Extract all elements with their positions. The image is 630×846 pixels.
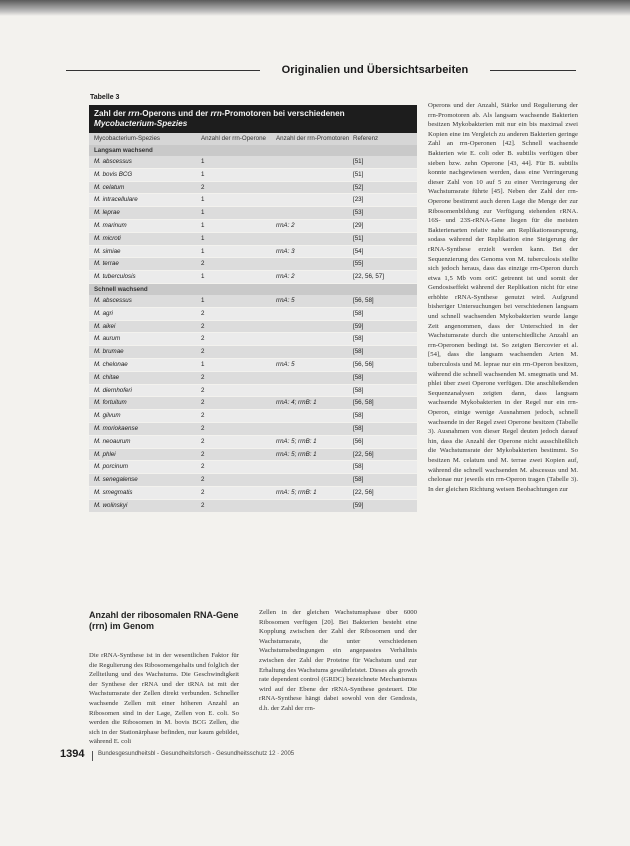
- cell-operons: 1: [201, 209, 205, 217]
- cell-operons: 2: [201, 183, 205, 191]
- cell-operons: 2: [201, 450, 205, 458]
- cell-reference: [56, 58]: [353, 296, 374, 304]
- cell-operons: 2: [201, 488, 205, 496]
- cell-reference: [52]: [353, 183, 364, 191]
- group-fast: Schnell wachsend: [89, 284, 417, 295]
- cell-promoters: [276, 194, 353, 206]
- footer-divider: [92, 751, 93, 761]
- cell-species: M. neoaurum: [94, 437, 131, 445]
- table-row: [89, 385, 417, 398]
- cell-species: M. intracellulare: [94, 196, 138, 204]
- cell-operons: 1: [201, 273, 205, 281]
- cell-species: M. tuberculosis: [94, 273, 136, 281]
- table-row: [89, 295, 417, 308]
- table-row: [89, 359, 417, 372]
- bottom-column-2-text: Zellen in der gleichen Wachstumsphase über 6000 Ribosomen verfügen [20]. Bei Bakterien besteht eine Kopplung zwischen der Zahl der Ribosomen und der Wachstumsrate, die unter verschiedenen Wachstumsbedingungen ein angepasstes Verhältnis zwischen der Zahl der Proteine für Wachstum und zur Erhaltung des Wachstums gewährleistet. Dieses als growth rate dependent control (GRDC) bezeichnete Mechanismus wird auf der Ebene der rRNA-Synthese gesteuert. Die rRNA-Synthese hängt dabei sowohl von der Gendosis, d.h. der Zahl der rrn-: [259, 609, 417, 712]
- cell-operons: 1: [201, 296, 205, 304]
- cell-reference: [29]: [353, 221, 364, 229]
- cell-reference: [58]: [353, 373, 364, 381]
- fast-rows: [89, 295, 417, 513]
- cell-reference: [23]: [353, 196, 364, 204]
- cell-promoters: [276, 182, 353, 194]
- cell-reference: [56, 58]: [353, 399, 374, 407]
- col-operons: Anzahl der rrn-Operone: [201, 135, 267, 142]
- cell-species: M. smegmatis: [94, 488, 133, 496]
- cell-operons: 1: [201, 234, 205, 242]
- cell-reference: [54]: [353, 247, 364, 255]
- cell-species: M. fortuitum: [94, 399, 127, 407]
- cell-promoters: [276, 156, 353, 168]
- table-title-rrn2: rrn: [210, 109, 222, 118]
- cell-promoters: rrnA: 5; rrnB: 1: [276, 488, 317, 496]
- cell-species: M. celatum: [94, 183, 125, 191]
- cell-species: M. terrae: [94, 260, 119, 268]
- cell-species: M. leprae: [94, 209, 120, 217]
- section-title: Originalien und Übersichtsarbeiten: [260, 60, 490, 80]
- table-row: [89, 220, 417, 233]
- table-row: [89, 271, 417, 284]
- section-subheading: Anzahl der ribosomalen RNA-Gene (rrn) im Genom: [89, 610, 239, 631]
- cell-promoters: [276, 346, 353, 358]
- right-column-text: Operons und der Anzahl, Stärke und Regulierung der rrn-Promotoren ab. Als langsam wachsende Bakterien besitzen Mykobakterien mit nur ein bis maximal zwei Kopien eine im Vergleich zu anderen Bakterien geringe Zahl an rrn-Operonen [42]. Schnell wachsende Bakterien wie E. coli oder B. subtilis verfügen über sieben bzw. zehn Operone [43, 44]. Für B. subtilis konnte nachgewiesen werden, dass eine Verringerung dieser Zahl von 10 auf 5 zu einer Verringerung der Wachstumsrate führte [45]. Neben der Zahl der rrn-Operone bestimmt auch deren Lage die Menge der zur Ribosomenbildung zur Verfügung stehenden rRNA. 16S- und 23S-rRNA-Gene liegen für die meisten Bakterienarten relativ nahe am Replikationsursprung, sodass während der Replikation eine Steigerung der rRNA-Synthese erzielt werden kann. Bei der Sequenzierung des Genoms von M. tuberculosis stellte sich jedoch heraus, dass das einzige rrn-Operon durch etwa 1,5 Mb vom oriC getrennt ist und somit der Gendosiseffekt während der Replikation nicht für eine erhöhte rRNA-Synthese genutzt wird. Aufgrund bisheriger Untersuchungen bei verschiedenen langsam und schnell wachsenden Mykobakterien wurde lange Zeit angenommen, dass der Unterschied in der Wachstumsrate durch die unterschiedliche Anzahl an rrn-Operonen bedingt ist. So zeigten Bercovier et al. [54], dass die langsam wachsenden Arten M. tuberculosis und M. leprae nur ein rrn-Operon besitzen, während die schnell wachsenden M. smegmatis und M. phlei über zwei Operone verfügen. Die anschließenden Sequenzanalysen zeigten dann, dass langsam wachsende Mykobakterien in der Regel nur ein rrn-Operon, einige wenige Ausnahmen jedoch, schnell wachsende in der Regel zwei Operone besitzen (Tabelle 3). Ausnahmen von dieser Regel deuten jedoch darauf hin, dass die Anzahl der Operone nicht ausschließlich die Wachstumsrate der Mykobakterien bestimmt. So besitzen M. celatum und M. terrae zwei Kopien auf, während die schnell wachsenden M. abscessus und M. chelonae nur jeweils ein rrn-Operon tragen (Tabelle 3). In der gleichen Richtung weisen Beobachtungen zur: [428, 102, 578, 493]
- cell-promoters: [276, 410, 353, 422]
- cell-species: M. diernhoferi: [94, 386, 132, 394]
- cell-reference: [51]: [353, 234, 364, 242]
- page-number: 1394: [60, 748, 85, 760]
- table-title-line2: Mycobacterium-Spezies: [94, 119, 188, 128]
- cell-promoters: [276, 207, 353, 219]
- table-row: [89, 333, 417, 346]
- cell-species: M. bovis BCG: [94, 170, 133, 178]
- cell-promoters: [276, 333, 353, 345]
- table-header-row: [89, 133, 417, 145]
- cell-species: M. marinum: [94, 221, 127, 229]
- table-title-prefix: Zahl der: [94, 109, 129, 118]
- cell-operons: 2: [201, 412, 205, 420]
- cell-promoters: [276, 461, 353, 473]
- table-row: [89, 474, 417, 487]
- cell-species: M. abscessus: [94, 296, 132, 304]
- cell-operons: 1: [201, 247, 205, 255]
- cell-operons: 2: [201, 476, 205, 484]
- cell-promoters: [276, 321, 353, 333]
- cell-reference: [55]: [353, 260, 364, 268]
- table-row: [89, 397, 417, 410]
- cell-reference: [22, 56, 57]: [353, 273, 384, 281]
- table-row: [89, 308, 417, 321]
- cell-operons: 2: [201, 309, 205, 317]
- group-slow: Langsam wachsend: [89, 145, 417, 156]
- cell-promoters: rrnA: 5; rrnB: 1: [276, 450, 317, 458]
- cell-promoters: [276, 500, 353, 512]
- cell-species: M. abscessus: [94, 158, 132, 165]
- cell-reference: [59]: [353, 501, 364, 509]
- cell-reference: [58]: [353, 424, 364, 432]
- cell-reference: [56, 56]: [353, 360, 374, 368]
- cell-operons: 2: [201, 501, 205, 509]
- cell-operons: 1: [201, 158, 205, 165]
- cell-species: M. senegalense: [94, 476, 138, 484]
- cell-promoters: [276, 258, 353, 270]
- table-row: [89, 321, 417, 334]
- cell-species: M. porcinum: [94, 463, 129, 471]
- cell-operons: 2: [201, 386, 205, 394]
- cell-promoters: [276, 372, 353, 384]
- table-title: [89, 105, 417, 133]
- cell-reference: [51]: [353, 170, 364, 178]
- table-title-suffix: -Promotoren bei verschiedenen: [221, 109, 345, 118]
- cell-operons: 2: [201, 335, 205, 343]
- cell-reference: [59]: [353, 322, 364, 330]
- cell-reference: [56]: [353, 437, 364, 445]
- table-row: [89, 346, 417, 359]
- cell-species: M. aikei: [94, 322, 116, 330]
- cell-operons: 2: [201, 260, 205, 268]
- cell-species: M. simiae: [94, 247, 121, 255]
- cell-operons: 2: [201, 322, 205, 330]
- cell-species: M. aurum: [94, 335, 121, 343]
- cell-promoters: [276, 233, 353, 245]
- cell-promoters: rrnA: 4; rrnB: 1: [276, 399, 317, 407]
- table-row: [89, 169, 417, 182]
- cell-promoters: rrnA: 2: [276, 273, 295, 281]
- cell-promoters: rrnA: 5: [276, 296, 295, 304]
- cell-promoters: [276, 169, 353, 181]
- cell-species: M. microti: [94, 234, 121, 242]
- cell-reference: [53]: [353, 209, 364, 217]
- table-row: [89, 500, 417, 513]
- cell-species: M. moriokaense: [94, 424, 139, 432]
- cell-operons: 2: [201, 424, 205, 432]
- cell-reference: [22, 56]: [353, 488, 374, 496]
- table-title-rrn1: rrn: [128, 109, 140, 118]
- slow-rows: [89, 156, 417, 284]
- cell-promoters: [276, 385, 353, 397]
- table-title-mid: -Operons und der: [139, 109, 211, 118]
- cell-reference: [51]: [353, 158, 364, 165]
- cell-reference: [58]: [353, 476, 364, 484]
- data-table: [89, 105, 417, 513]
- table-row: [89, 436, 417, 449]
- table-row: [89, 207, 417, 220]
- bottom-column-1-text: Die rRNA-Synthese ist in der wesentlichen Faktor für die Regulierung des Ribosomengehalts und folglich der Zellteilung und des Wachstums. Die Geschwindigkeit der Synthese der rRNA und der tRNA ist mit der Wachstumsrate der Zellen direkt verbunden. Schneller wachsende Zellen mit einer höheren Anzahl an Ribosomen sind in der Lage, Zellen von E. coli. So werden die Ribosomen in M. bovis BCG Zellen, die sich in der Stationärphase befinden, nur kaum gebildet, während E. coli: [89, 652, 239, 746]
- cell-promoters: [276, 308, 353, 320]
- table-row: [89, 423, 417, 436]
- table-row: [89, 449, 417, 462]
- cell-species: M. phlei: [94, 450, 116, 458]
- cell-promoters: [276, 474, 353, 486]
- cell-species: M. chitae: [94, 373, 120, 381]
- cell-operons: 1: [201, 221, 205, 229]
- cell-operons: 2: [201, 348, 205, 356]
- cell-species: M. wolinskyi: [94, 501, 128, 509]
- cell-promoters: rrnA: 5: [276, 360, 295, 368]
- col-reference: Referenz: [353, 135, 379, 142]
- cell-species: M. agri: [94, 309, 113, 317]
- cell-operons: 1: [201, 196, 205, 204]
- col-species: Mycobacterium-Spezies: [94, 135, 161, 142]
- cell-species: M. brumae: [94, 348, 124, 356]
- table-row: [89, 372, 417, 385]
- cell-reference: [58]: [353, 463, 364, 471]
- cell-operons: 1: [201, 170, 205, 178]
- scan-edge: [0, 0, 630, 16]
- table-row: [89, 246, 417, 259]
- cell-reference: [58]: [353, 309, 364, 317]
- cell-operons: 2: [201, 463, 205, 471]
- cell-operons: 2: [201, 399, 205, 407]
- cell-promoters: [276, 423, 353, 435]
- cell-promoters: rrnA: 2: [276, 221, 295, 229]
- table-row: [89, 410, 417, 423]
- cell-species: M. gilvum: [94, 412, 121, 420]
- cell-reference: [58]: [353, 348, 364, 356]
- cell-reference: [22, 56]: [353, 450, 374, 458]
- cell-operons: 2: [201, 437, 205, 445]
- table-row: [89, 233, 417, 246]
- table-row: [89, 258, 417, 271]
- cell-operons: 1: [201, 360, 205, 368]
- table-label: Tabelle 3: [90, 94, 120, 101]
- table-row: [89, 182, 417, 195]
- cell-operons: 2: [201, 373, 205, 381]
- cell-promoters: rrnA: 5; rrnB: 1: [276, 437, 317, 445]
- table-row: [89, 461, 417, 474]
- table-row: [89, 156, 417, 169]
- col-promoters: Anzahl der rrn-Promotoren: [276, 135, 350, 142]
- cell-reference: [58]: [353, 412, 364, 420]
- table-row: [89, 487, 417, 500]
- cell-reference: [58]: [353, 386, 364, 394]
- journal-footer: Bundesgesundheitsbl - Gesundheitsforsch - Gesundheitsschutz 12 · 2005: [98, 751, 295, 757]
- cell-reference: [58]: [353, 335, 364, 343]
- table-row: [89, 194, 417, 207]
- cell-promoters: rrnA: 3: [276, 247, 295, 255]
- cell-species: M. chelonae: [94, 360, 128, 368]
